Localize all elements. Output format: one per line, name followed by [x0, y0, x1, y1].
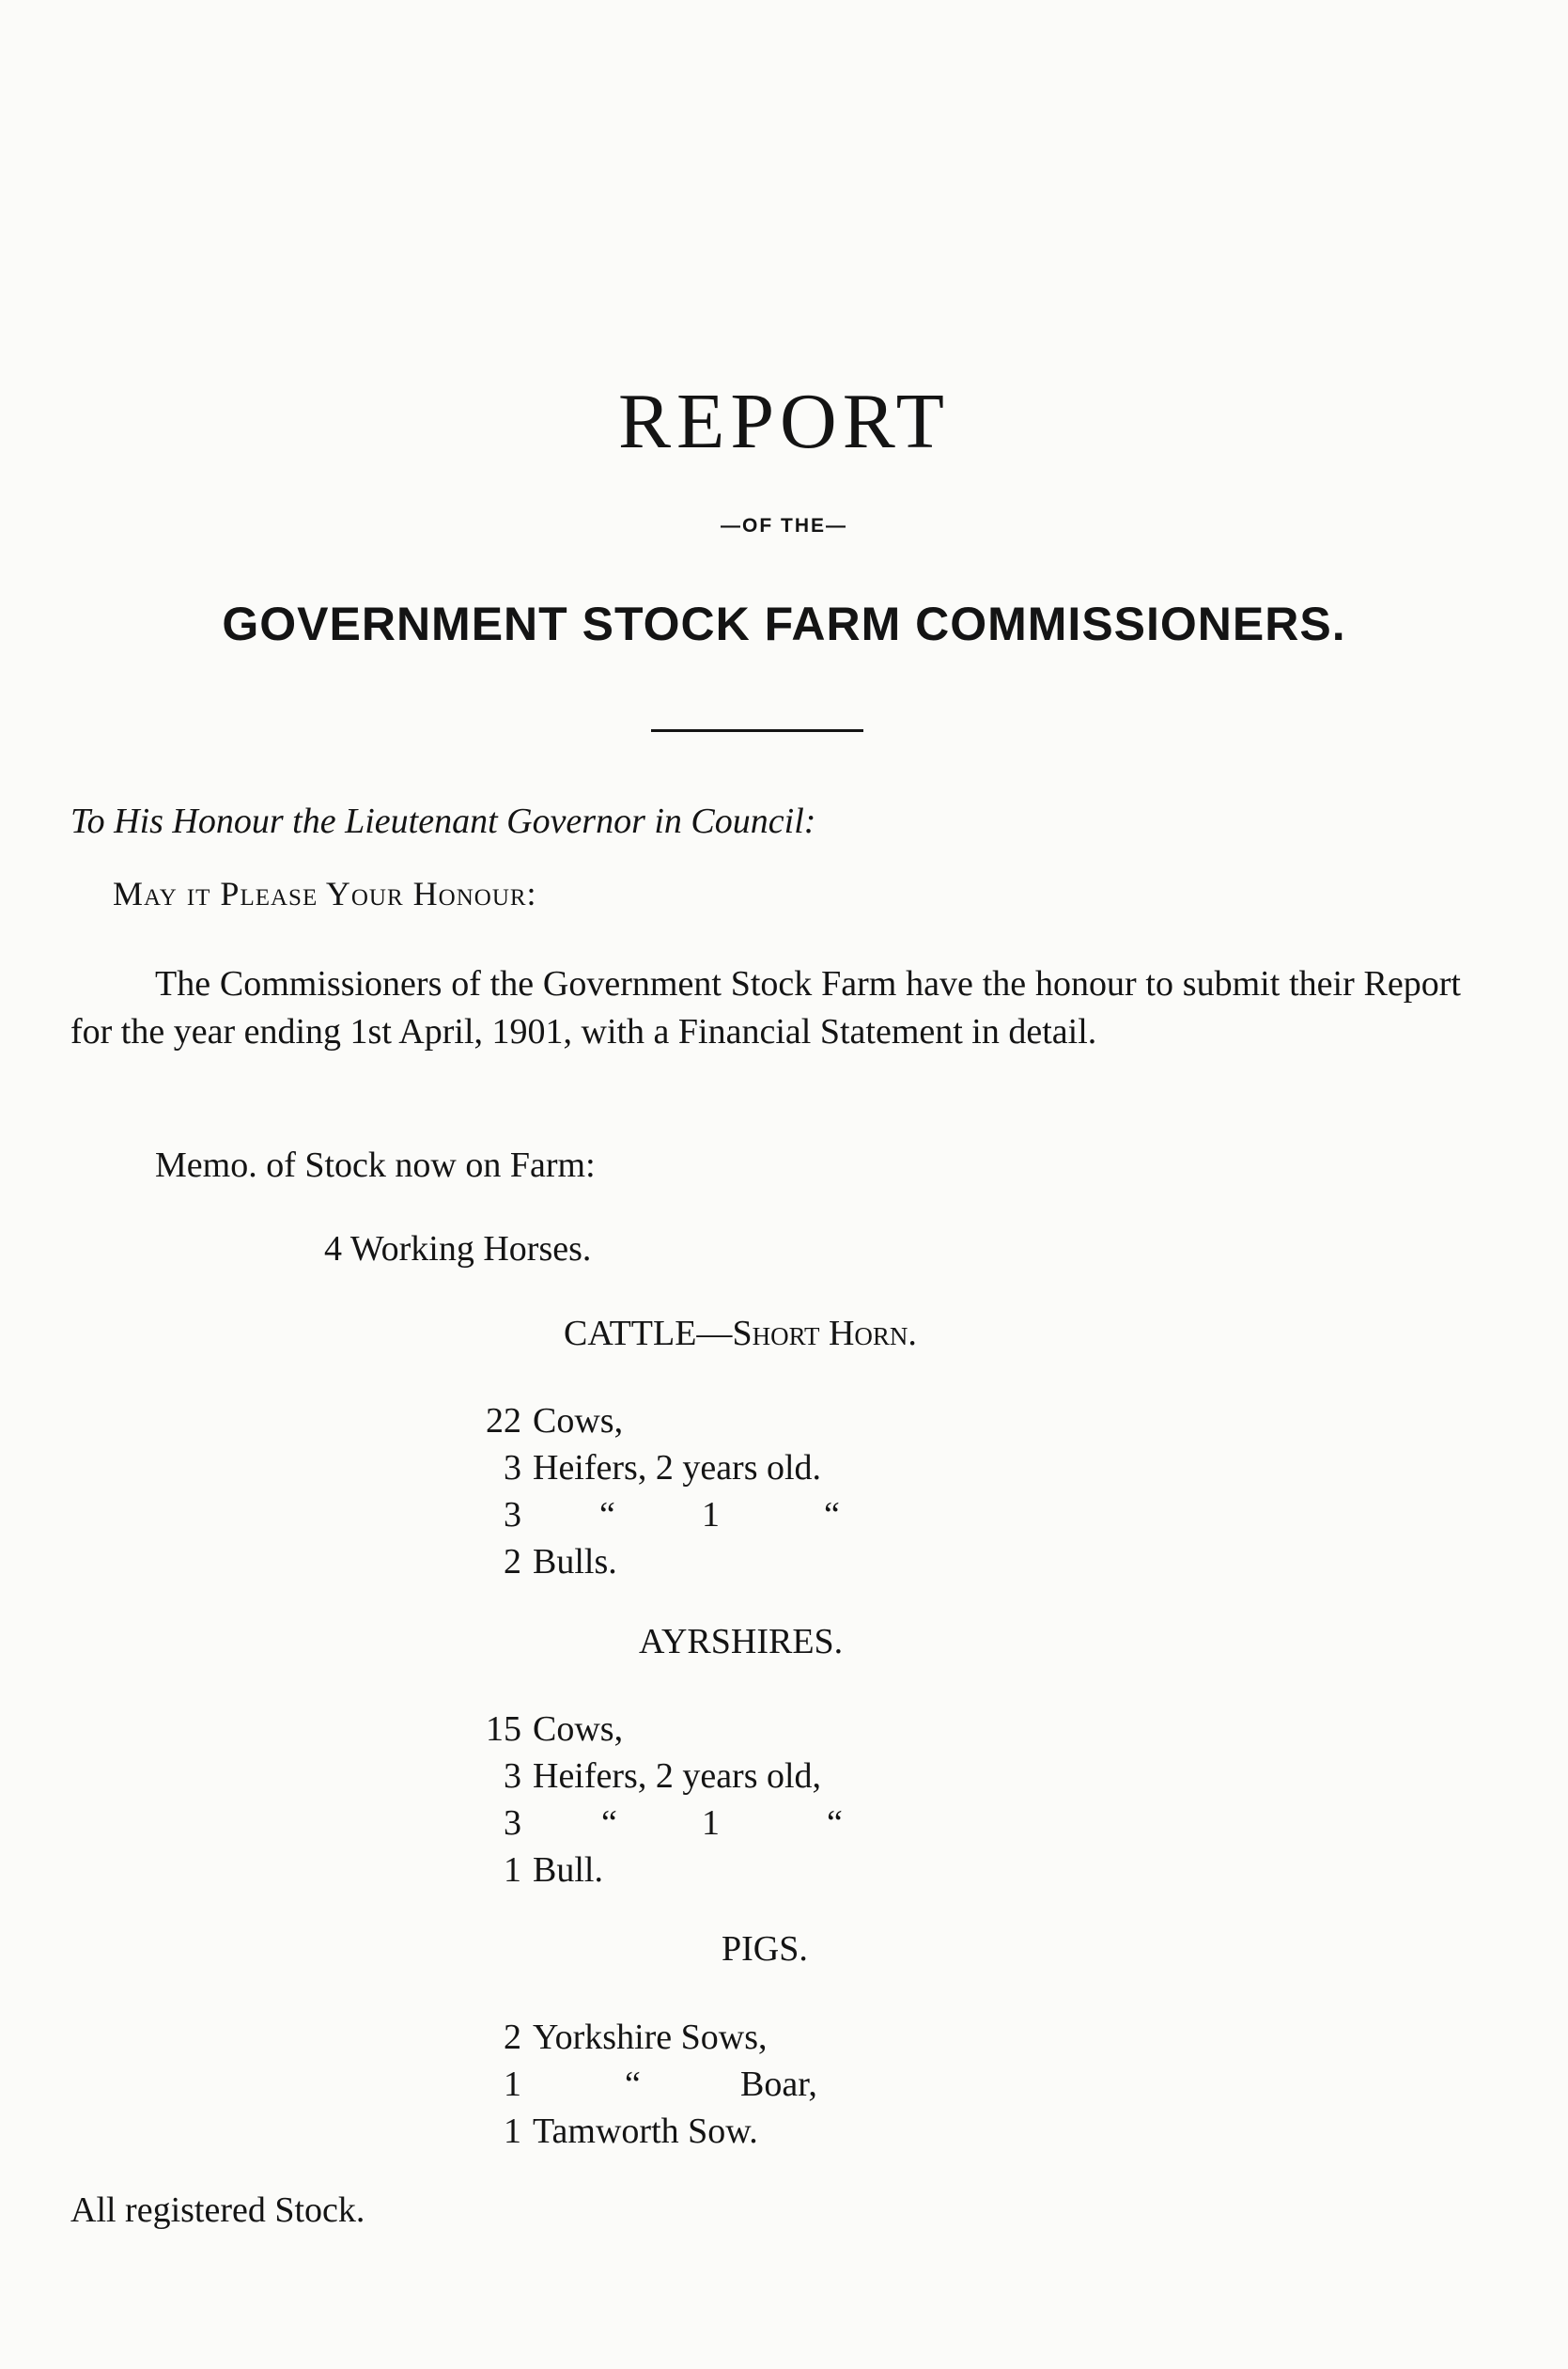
list-item: [474, 2061, 944, 2108]
ditto-mark: “: [824, 1495, 840, 1535]
list-item: [474, 2108, 944, 2155]
item-text: 1: [702, 1803, 720, 1843]
item-text: Cows,: [533, 1401, 624, 1441]
item-count: 22: [486, 1401, 521, 1441]
list-item: [474, 1706, 944, 1753]
item-text: Bull.: [533, 1850, 603, 1890]
item-text: Bulls.: [533, 1542, 617, 1582]
item-text: Boar,: [740, 2065, 817, 2104]
list-item: [474, 1491, 944, 1538]
footer-note: All registered Stock.: [70, 2190, 365, 2230]
item-count: 15: [486, 1709, 521, 1749]
list-item: [474, 2014, 944, 2061]
divider-rule: [651, 729, 863, 732]
list-item: [474, 1444, 944, 1491]
item-count: 1: [504, 1850, 521, 1890]
item-count: 3: [504, 1803, 521, 1843]
report-title: REPORT: [617, 378, 950, 465]
item-text: 1: [702, 1495, 720, 1535]
item-count: 3: [504, 1448, 521, 1488]
salutation-line: May it Please Your Honour:: [113, 875, 537, 912]
ditto-mark: “: [601, 1803, 617, 1843]
intro-paragraph: [70, 960, 1461, 1056]
item-count: 3: [504, 1756, 521, 1796]
item-text: Yorkshire Sows,: [533, 2018, 768, 2057]
cattle-heading-breed: Short Horn.: [732, 1314, 917, 1353]
list-item: [474, 1847, 944, 1894]
list-item: [474, 1800, 944, 1847]
ditto-mark: “: [599, 1495, 615, 1535]
ditto-mark: “: [625, 2065, 641, 2104]
list-item: [474, 1538, 944, 1585]
item-count: 1: [504, 2065, 521, 2104]
ditto-mark: “: [827, 1803, 843, 1843]
addressee-line: To His Honour the Lieutenant Governor in Council:: [70, 802, 816, 841]
item-text: Cows,: [533, 1709, 624, 1749]
report-subtitle: GOVERNMENT STOCK FARM COMMISSIONERS.: [222, 598, 1346, 650]
pigs-list: [474, 2014, 944, 2155]
item-text: Heifers, 2 years old.: [533, 1448, 822, 1488]
item-count: 3: [504, 1495, 521, 1535]
of-the-label: —OF THE—: [721, 515, 847, 537]
pigs-heading: PIGS.: [722, 1929, 808, 1969]
item-count: 2: [504, 1542, 521, 1582]
horses-line: 4 Working Horses.: [324, 1229, 592, 1269]
item-text: Tamworth Sow.: [533, 2112, 758, 2151]
item-text: Heifers, 2 years old,: [533, 1756, 822, 1796]
list-item: [474, 1753, 944, 1800]
cattle-heading: [564, 1313, 917, 1354]
ayrshires-list: [474, 1706, 944, 1894]
item-count: 2: [504, 2018, 521, 2057]
cattle-list: [474, 1397, 944, 1585]
cattle-heading-main: CATTLE—: [564, 1314, 733, 1353]
item-count: 1: [504, 2112, 521, 2151]
intro-paragraph-text: The Commissioners of the Government Stock Farm have the honour to submit their Report for the year ending 1st April, 1901, with a Financial Statement in detail.: [70, 964, 1461, 1052]
ayrshires-heading: AYRSHIRES.: [639, 1622, 844, 1661]
list-item: [474, 1397, 944, 1444]
memo-line: Memo. of Stock now on Farm:: [155, 1146, 596, 1185]
